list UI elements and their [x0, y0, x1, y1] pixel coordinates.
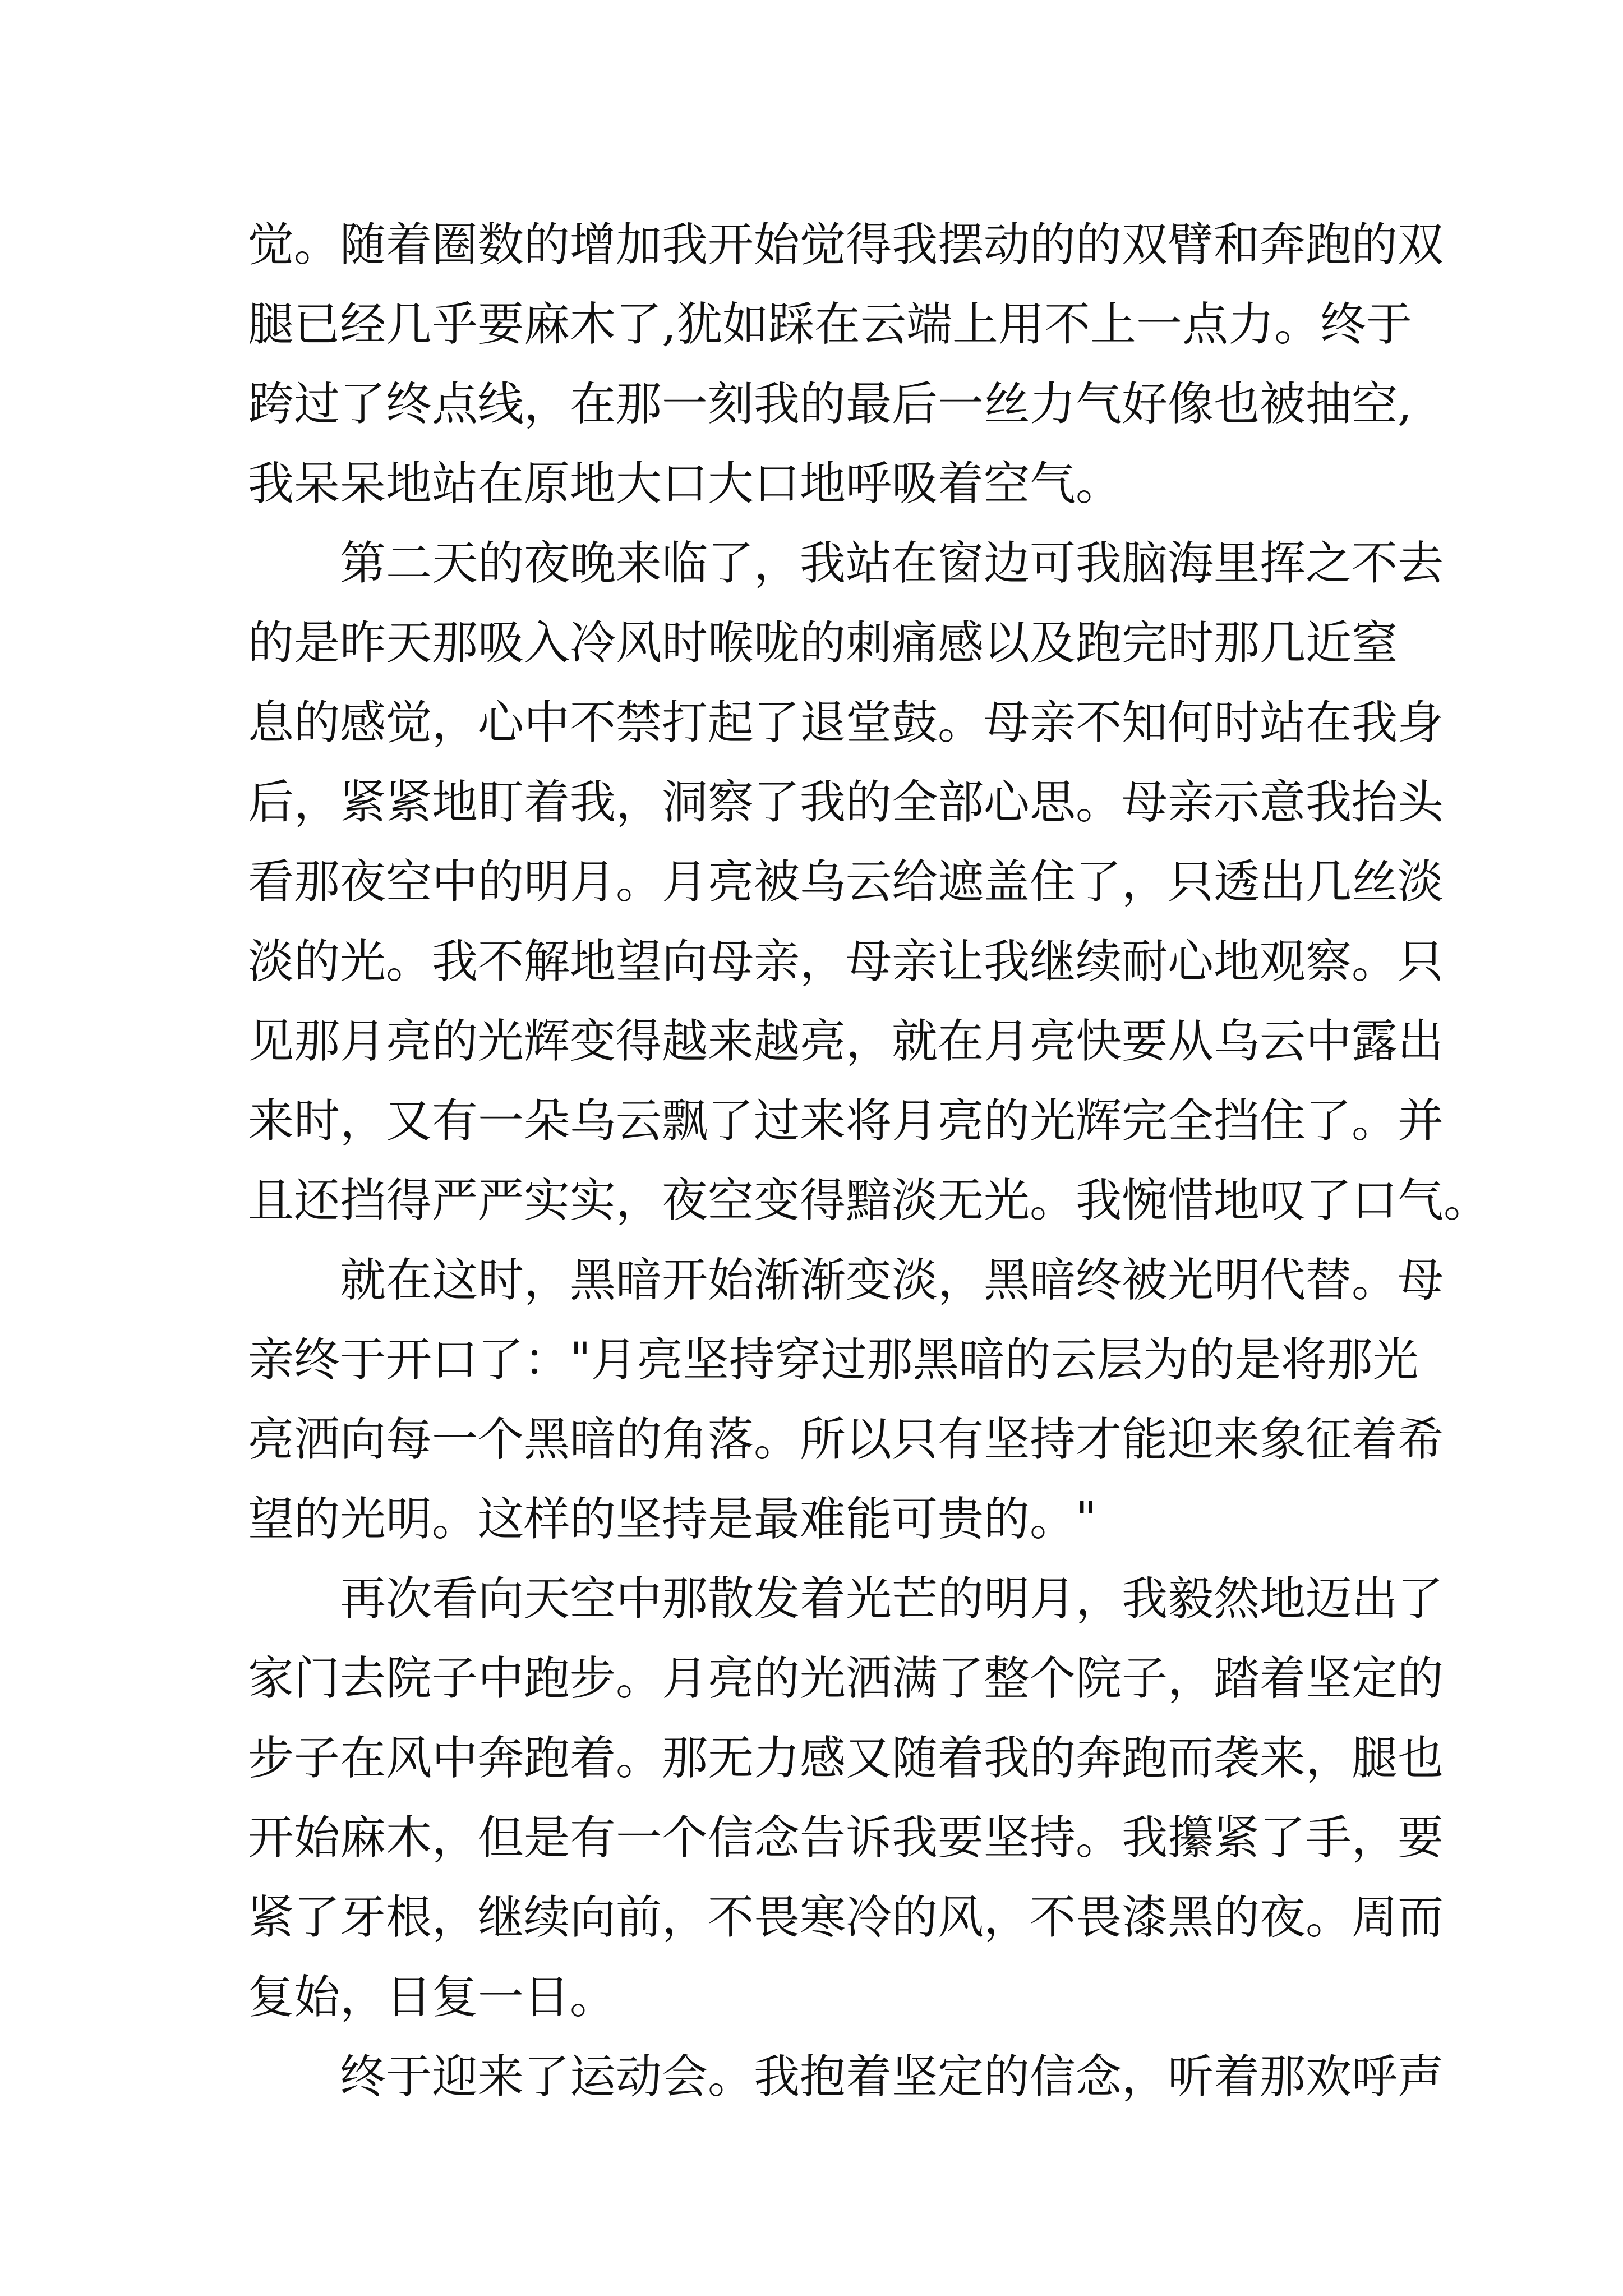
text-line: 紧了牙根，继续向前，不畏寒冷的风，不畏漆黑的夜。周而 — [248, 1891, 1444, 1944]
text-line: 步子在风中奔跑着。那无力感又随着我的奔跑而袭来，腿也 — [248, 1732, 1444, 1785]
text-line: 复始，日复一日。 — [248, 1971, 616, 2024]
text-line: 看那夜空中的明月。月亮被乌云给遮盖住了，只透出几丝淡 — [248, 855, 1444, 909]
text-line: 淡的光。我不解地望向母亲，母亲让我继续耐心地观察。只 — [248, 935, 1444, 988]
text-line: 开始麻木，但是有一个信念告诉我要坚持。我攥紧了手，要 — [248, 1811, 1444, 1865]
paragraph-first-line: 再次看向天空中那散发着光芒的明月，我毅然地迈出了 — [340, 1572, 1444, 1626]
text-line: 家门去院子中跑步。月亮的光洒满了整个院子，踏着坚定的 — [248, 1652, 1444, 1705]
text-line: 且还挡得严严实实，夜空变得黯淡无光。我惋惜地叹了口气。 — [248, 1174, 1490, 1227]
text-line: 望的光明。这样的坚持是最难能可贵的。" — [248, 1493, 1097, 1546]
text-line: 亮洒向每一个黑暗的角落。所以只有坚持才能迎来象征着希 — [248, 1413, 1444, 1466]
paragraph-first-line: 就在这时，黑暗开始渐渐变淡，黑暗终被光明代替。母 — [340, 1254, 1444, 1307]
text-line: 跨过了终点线，在那一刻我的最后一丝力气好像也被抽空, — [248, 378, 1413, 431]
text-line: 觉。随着圈数的增加我开始觉得我摆动的的双臂和奔跑的双 — [248, 218, 1444, 272]
text-line: 来时，又有一朵乌云飘了过来将月亮的光辉完全挡住了。并 — [248, 1094, 1444, 1148]
paragraph-first-line: 终于迎来了运动会。我抱着坚定的信念，听着那欢呼声 — [340, 2050, 1444, 2104]
paragraph-first-line: 第二天的夜晚来临了，我站在窗边可我脑海里挥之不去 — [340, 537, 1444, 590]
text-line: 腿已经几乎要麻木了,犹如踩在云端上用不上一点力。终于 — [248, 298, 1413, 351]
text-line: 的是昨天那吸入冷风时喉咙的刺痛感以及跑完时那几近窒 — [248, 616, 1398, 670]
text-line: 后，紧紧地盯着我，洞察了我的全部心思。母亲示意我抬头 — [248, 776, 1444, 829]
text-line: 息的感觉，心中不禁打起了退堂鼓。母亲不知何时站在我身 — [248, 696, 1444, 749]
text-line: 亲终于开口了："月亮坚持穿过那黑暗的云层为的是将那光 — [248, 1333, 1419, 1387]
text-line: 见那月亮的光辉变得越来越亮，就在月亮快要从乌云中露出 — [248, 1015, 1444, 1068]
text-line: 我呆呆地站在原地大口大口地呼吸着空气。 — [248, 457, 1122, 510]
